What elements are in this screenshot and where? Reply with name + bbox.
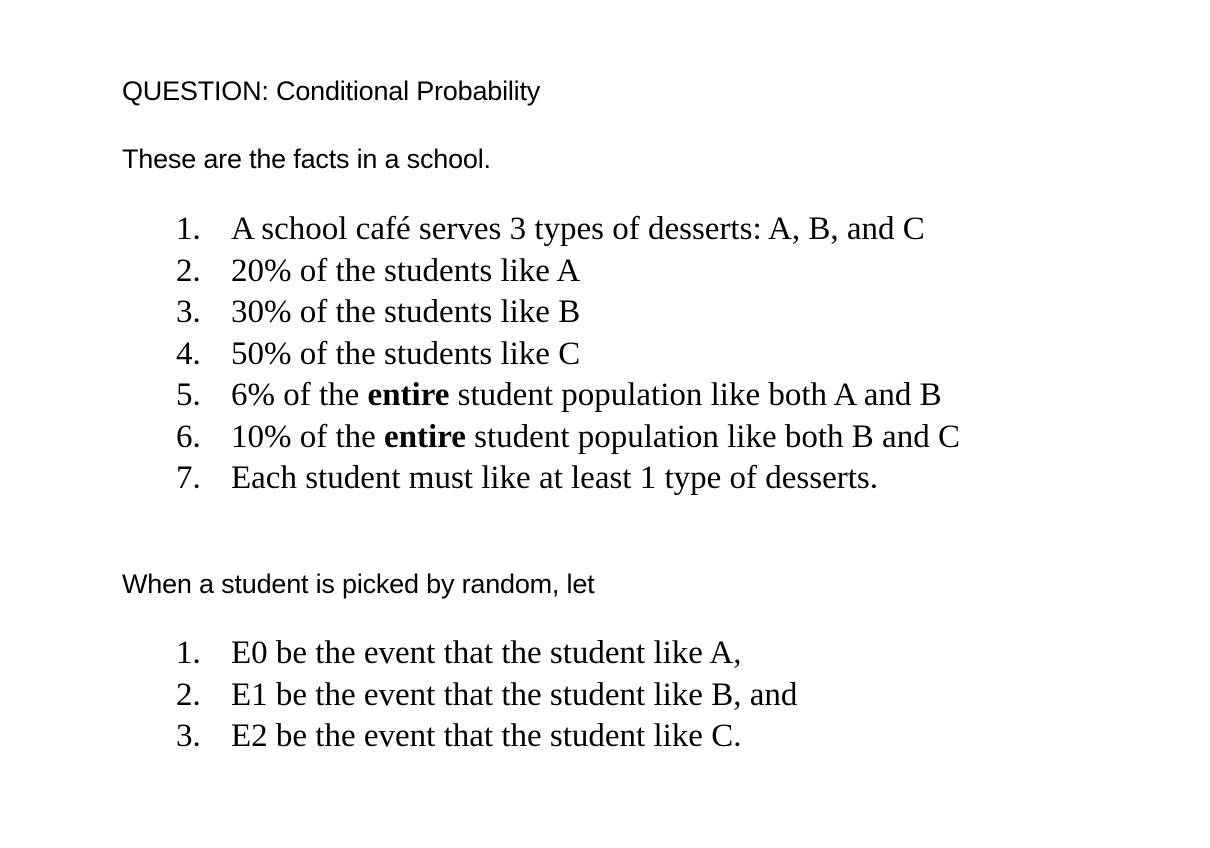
intro-text: These are the facts in a school. (122, 144, 491, 174)
list-number: 6. (176, 418, 201, 455)
events-intro-text: When a student is picked by random, let (122, 569, 595, 599)
list-text: A school café serves 3 types of desserts: A, B, and C (231, 211, 925, 247)
list-text: 50% of the students like C (231, 335, 581, 372)
list-number: 2. (176, 252, 201, 289)
list-text: 6% of the entire student population like both A and B (231, 377, 942, 413)
question-title: QUESTION: Conditional Probability (122, 76, 541, 106)
list-number: 2. (176, 676, 201, 713)
list-text: E1 be the event that the student like B, and (231, 676, 798, 713)
list-text: 20% of the students like A (231, 252, 581, 289)
list-number: 3. (176, 294, 201, 330)
list-number: 1. (176, 635, 201, 671)
list-text: 10% of the entire student population like both B and C (231, 418, 960, 455)
list-text: 30% of the students like B (231, 294, 581, 330)
list-number: 5. (176, 377, 201, 413)
list-number: 3. (176, 718, 201, 754)
list-text: E2 be the event that the student like C. (231, 718, 742, 754)
list-number: 1. (176, 211, 201, 247)
list-text: E0 be the event that the student like A, (231, 635, 742, 671)
list-text: Each student must like at least 1 type of desserts. (231, 460, 879, 496)
emphasis-entire: entire (384, 418, 466, 455)
list-number: 4. (176, 335, 201, 372)
list-number: 7. (176, 460, 201, 496)
emphasis-entire: entire (367, 377, 450, 413)
